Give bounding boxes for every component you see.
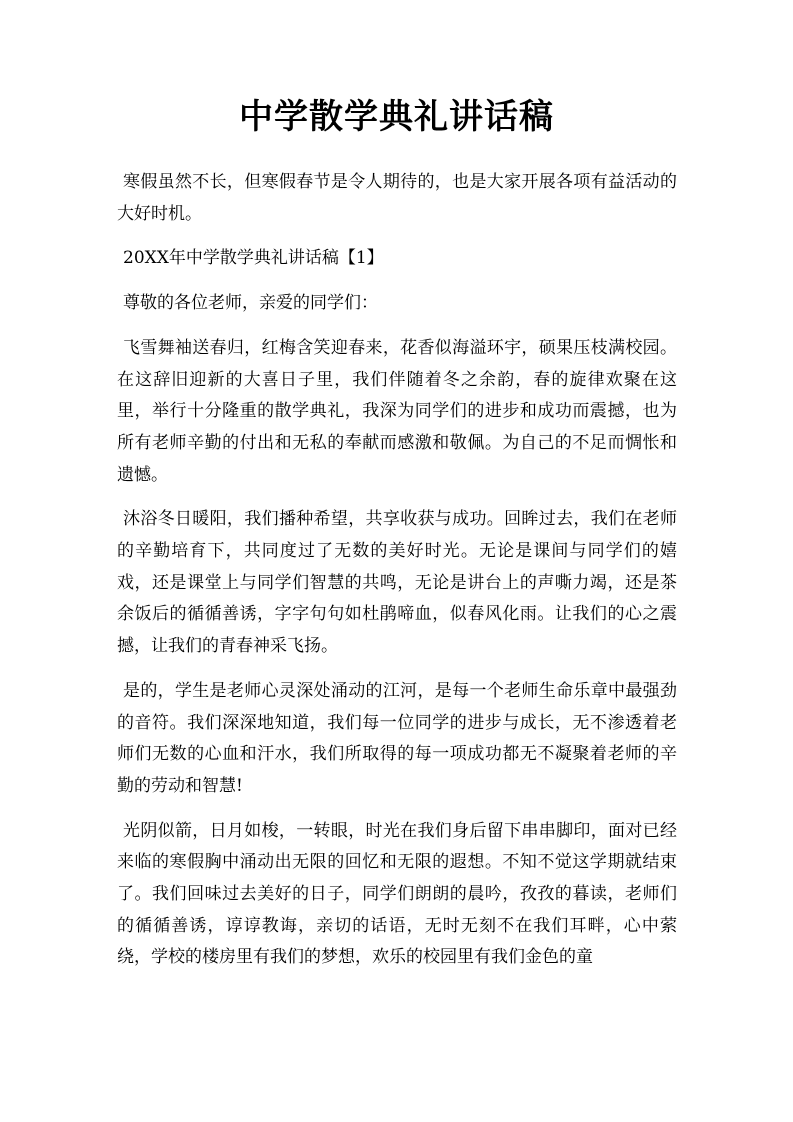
section-heading: 20XX年中学散学典礼讲话稿【1】 bbox=[123, 248, 384, 269]
intro-paragraph: 寒假虽然不长，但寒假春节是令人期待的，也是大家开展各项有益活动的大好时机。 bbox=[117, 172, 677, 224]
body-paragraph-3: 是的，学生是老师心灵深处涌动的江河，是每一个老师生命乐章中最强劲的音符。我们深深地知道，我们每一位同学的进步与成长，无不渗透着老师们无数的心血和汗水，我们所取得的每一项成功都无不凝聚着老师的辛勤的劳动和智慧! bbox=[117, 680, 677, 796]
document-body bbox=[117, 167, 677, 987]
document-title: 中学散学典礼讲话稿 bbox=[239, 97, 554, 137]
body-paragraph-2: 沐浴冬日暖阳，我们播种希望，共享收获与成功。回眸过去，我们在老师的辛勤培育下，共同度过了无数的美好时光。无论是课间与同学们的嬉戏，还是课堂上与同学们智慧的共鸣，无论是讲台上的声嘶力竭，还是茶余饭后的循循善诱，字字句句如杜鹃啼血，似春风化雨。让我们的心之震撼，让我们的青春神采飞扬。 bbox=[117, 509, 677, 657]
salutation: 尊敬的各位老师，亲爱的同学们： bbox=[123, 293, 378, 314]
body-paragraph-4: 光阴似箭，日月如梭，一转眼，时光在我们身后留下串串脚印，面对已经来临的寒假胸中涌动出无限的回忆和无限的遐想。不知不觉这学期就结束了。我们回味过去美好的日子，同学们朗朗的晨吟，孜孜的暮读，老师们的循循善诱，谆谆教诲，亲切的话语，无时无刻不在我们耳畔，心中萦绕，学校的楼房里有我们的梦想，欢乐的校园里有我们金色的童 bbox=[117, 820, 677, 968]
body-paragraph-1: 飞雪舞袖送春归，红梅含笑迎春来，花香似海溢环宇，硕果压枝满校园。在这辞旧迎新的大喜日子里，我们伴随着冬之余韵，春的旋律欢聚在这里，举行十分隆重的散学典礼，我深为同学们的进步和成功而震撼，也为所有老师辛勤的付出和无私的奉献而感激和敬佩。为自己的不足而惆怅和遗憾。 bbox=[117, 337, 677, 485]
